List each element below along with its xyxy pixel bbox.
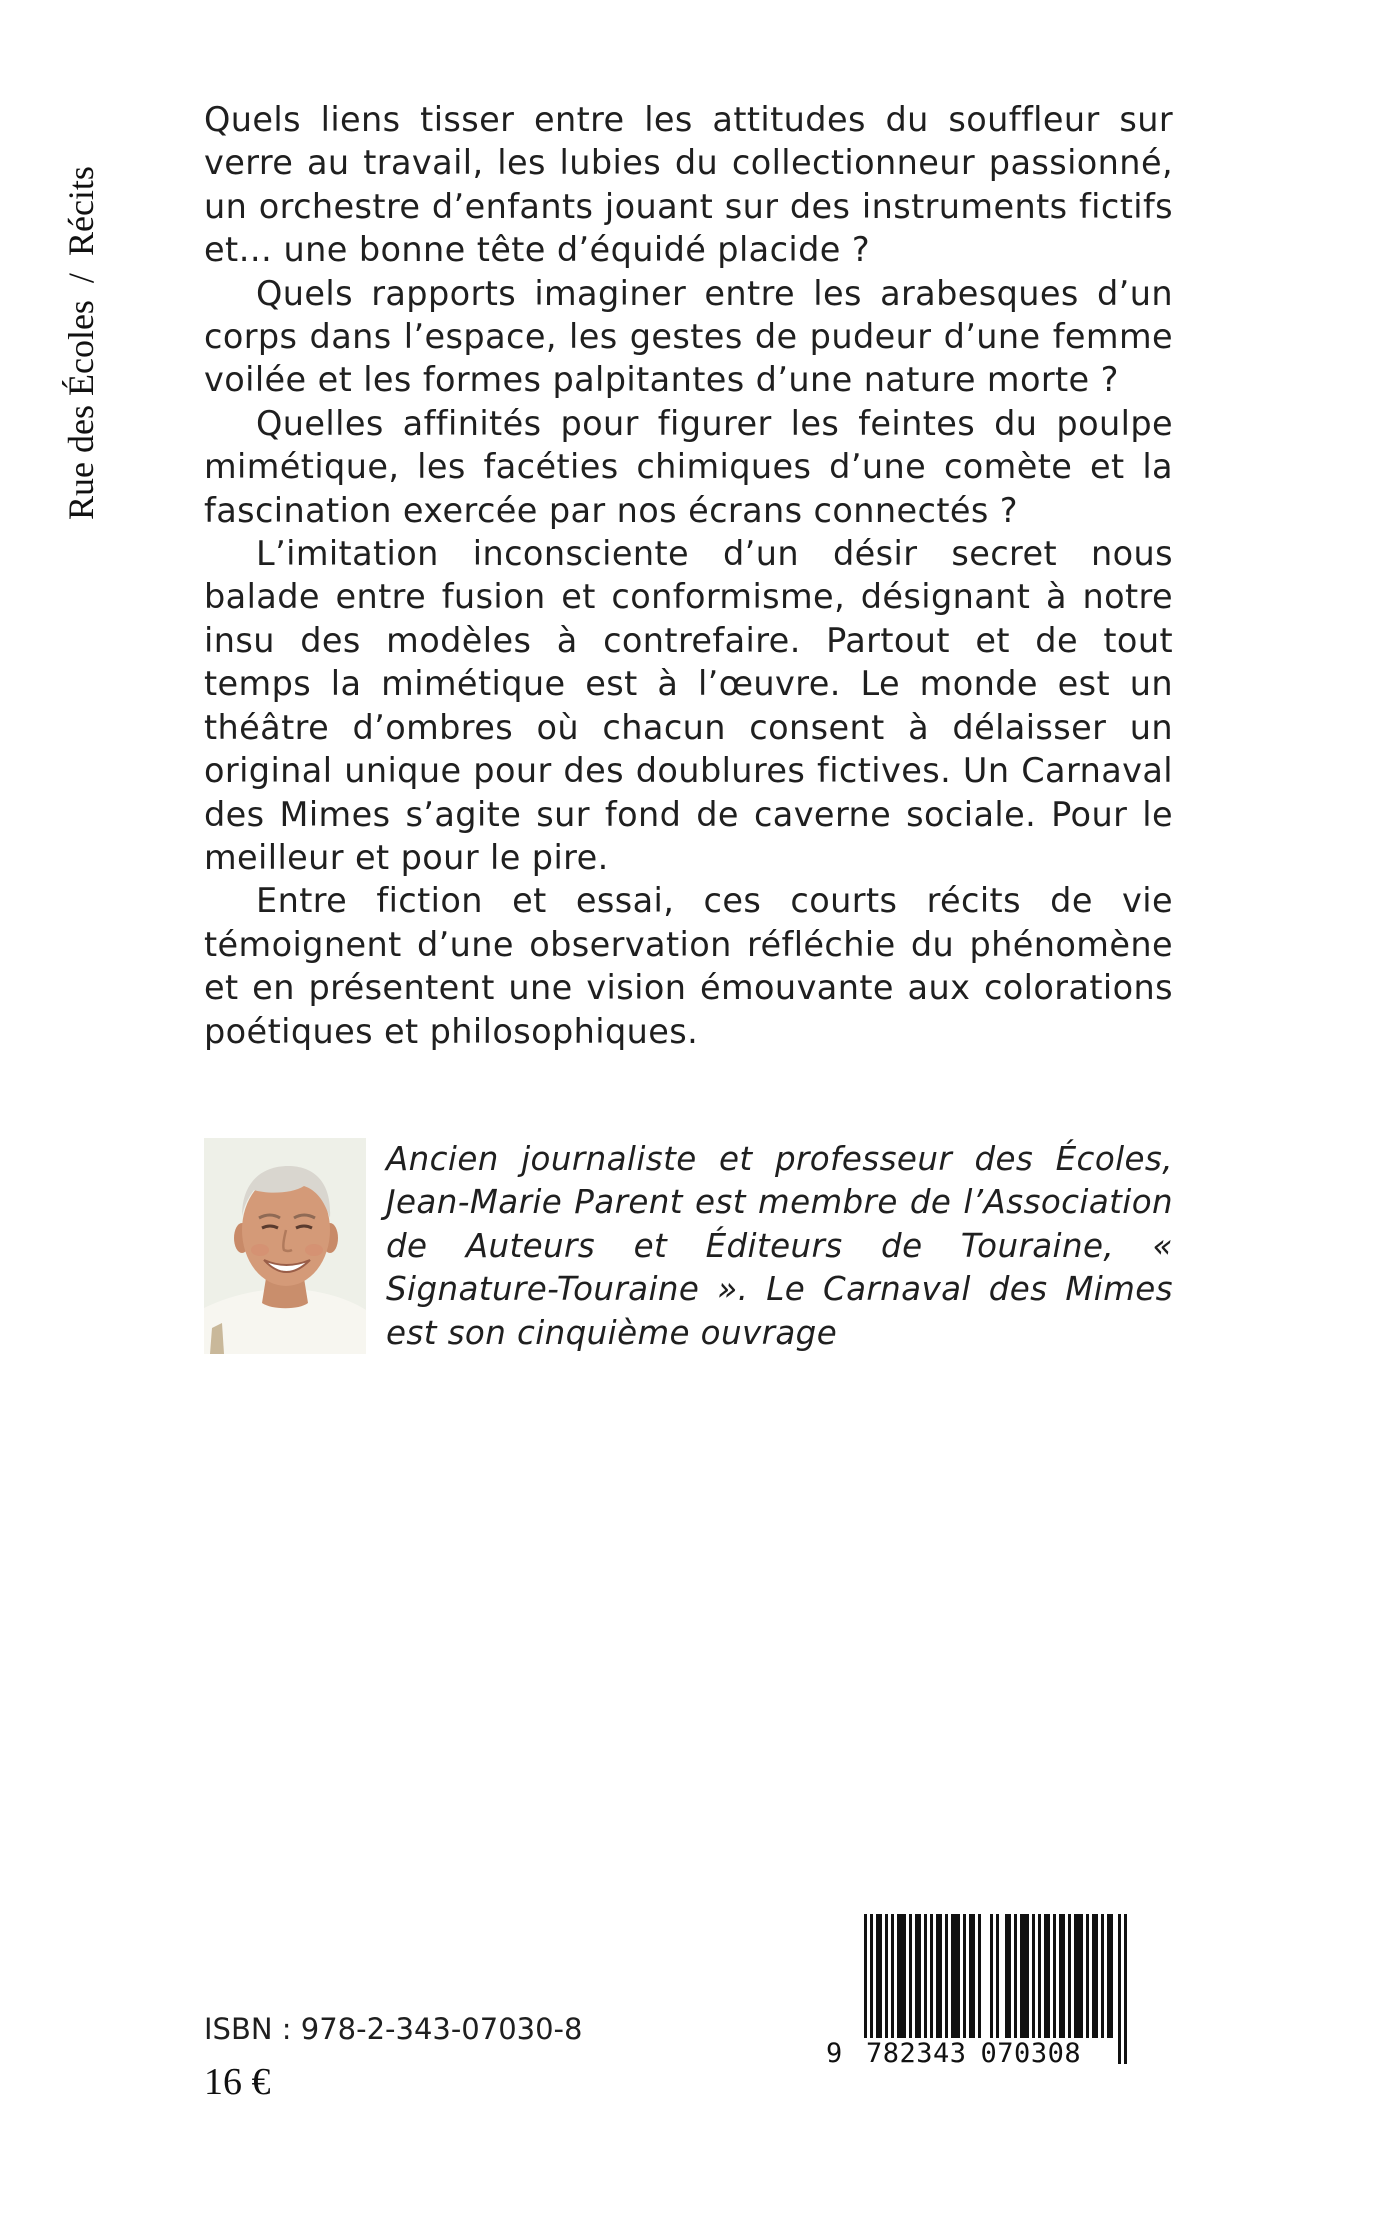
isbn-barcode xyxy=(826,1910,1136,2080)
author-photo xyxy=(204,1138,366,1354)
price-text: 16 € xyxy=(204,2061,271,2103)
collection-name: Rue des Écoles xyxy=(61,300,101,520)
blurb-paragraph: Quelles affinités pour figurer les feintes du poulpe mimétique, les facéties chimiques d’une comète et la fascination exercée par nos écrans connectés ? xyxy=(204,403,1173,530)
blurb-paragraph: Quels rapports imaginer entre les arabesques d’un corps dans l’espace, les gestes de pudeur d’une femme voilée et les formes palpitantes d’une nature morte ? xyxy=(204,273,1173,400)
barcode-left-group: 782343 xyxy=(866,2038,967,2069)
collection-genre: Récits xyxy=(61,166,101,257)
barcode-right-group: 070308 xyxy=(980,2038,1082,2069)
barcode-digits xyxy=(826,2038,1136,2070)
collection-separator: / xyxy=(61,273,101,284)
author-bio: Ancien journaliste et professeur des Écoles, Jean-Marie Parent est membre de l’Association de Auteurs et Éditeurs de Touraine, « Signature-Touraine ». Le Carnaval des Mimes est son cinquième ouvrage xyxy=(386,1140,1173,1352)
blurb-paragraph: Quels liens tisser entre les attitudes du souffleur sur verre au travail, les lubies du collectionneur passionné, un orchestre d’enfants jouant sur des instruments fictifs et… une bonne tête d’équidé placide ? xyxy=(204,100,1173,270)
blurb-paragraph: Entre fiction et essai, ces courts récits de vie témoignent d’une observation réfléchie du phénomène et en présentent une vision émouvante aux colorations poétiques et philosophiques. xyxy=(204,881,1173,1051)
spine-collection-label xyxy=(58,100,104,520)
blurb-paragraph: L’imitation inconsciente d’un désir secret nous balade entre fusion et conformisme, désignant à notre insu des modèles à contrefaire. Partout et de tout temps la mimétique est à l’œuvre. Le monde est un théâtre d’ombres où chacun consent à délaisser un original unique pour des doublures fictives. Un Carnaval des Mimes s’agite sur fond de caverne sociale. Pour le meilleur et pour le pire. xyxy=(204,534,1173,877)
back-cover-blurb xyxy=(204,98,1173,1053)
isbn-text: ISBN : 978-2-343-07030-8 xyxy=(204,2012,583,2046)
barcode-lead-digit: 9 xyxy=(826,2038,843,2069)
author-portrait-illustration xyxy=(204,1138,366,1354)
